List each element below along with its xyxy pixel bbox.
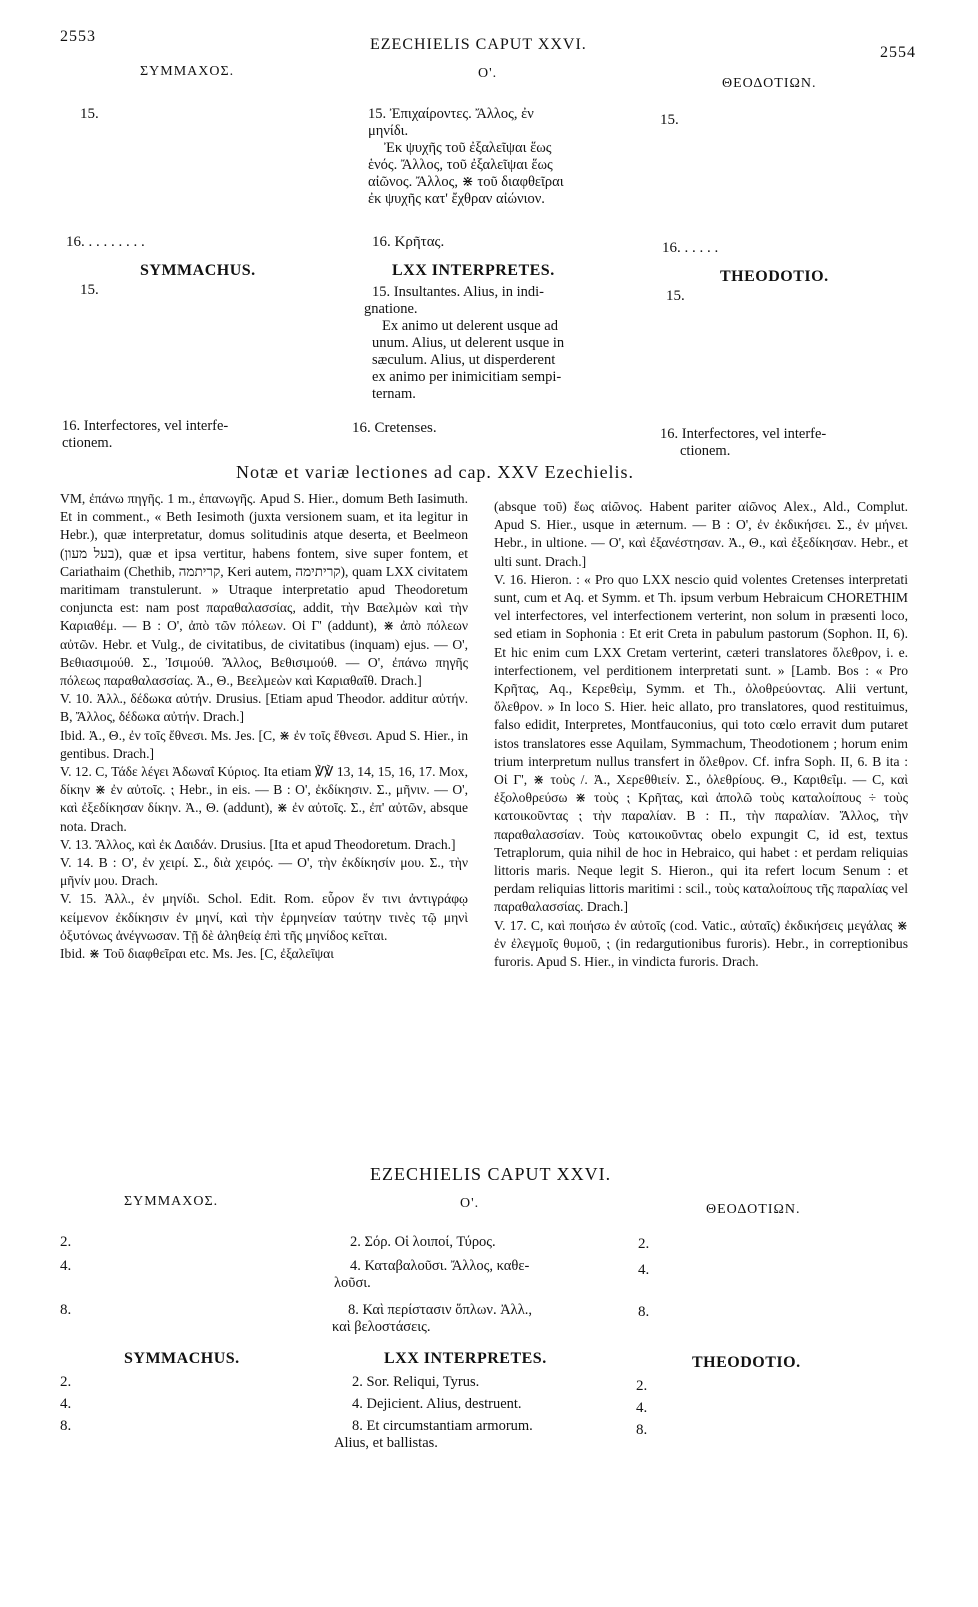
- greek-head-lxx: Ο'.: [478, 66, 498, 81]
- text-line: μηνίδι.: [368, 123, 409, 139]
- text-line: 16. Interfectores, vel interfe-: [62, 418, 229, 434]
- text-line: gnatione.: [364, 301, 418, 317]
- verse-number: 8.: [636, 1422, 648, 1438]
- verse-number: 8.: [60, 1418, 72, 1434]
- latin-head-theodotio: THEODOTIO.: [692, 1354, 801, 1371]
- notes-left-column: [60, 490, 468, 963]
- note-paragraph: V. 16. Hieron. : « Pro quo LXX nescio quid volentes Cretenses interpretati sunt, cum et Aq. et Symm. et Th. ipsum verbum Hebraicum CHORETHIM vel interfectores, vel interfectionem verterint, non solum in præsenti loco, sed etiam in Sophonia : Et erit Creta in pabulum pastorum (Sophon. II, 6). Et hic enim cum LXX Cretam verterint, cæteri translatores ὄλεθρον, i. e. interfectionem, vel perditionem interpretati sunt. » [Lamb. Bos : « Pro Κρῆτας, Aq., Κερεθεὶμ, Symm. et Th., ὀλοθρεύοντας. Alii vertunt, ὄλεθρον. » In loco S. Hier. heic allato, pro translatores, quod restituimus, falso edidit, Interpretes, Montfauconius, qui toto cœlo erravit dum putaret istos translatores esse Aquilam, Symmachum, Theodotionem ; horum enim trium interpretum nullus transfert in ὄλεθρον. Cf. infra Soph. II, 6. B ita : Οἱ Γ', ⋇ τοὺς /. Ἀ., Χερεθθιείν. Σ., ὀλεθρίους. Θ., Καριθεΐμ. — C, καὶ ἐξολοθρεύσω ⋇ τοὺς ⁏ Κρῆτας, καὶ ἀπολῶ τοὺς καταλοίπους ÷ τοὺς κατοικοῦντας ⁏ τὴν παραλίαν. B : Π., τὴν παραλίαν. Ἄλλος, τὴν παραθαλασσίαν. Τοὺς κατοικοῦντας obelo expungit C, id est, textus Tetraplorum, quia nihil de hoc in Hebraico, qui habet : et perdam reliquias littoris maris. Neque legit S. Hieron., qui ita refert locum Senum : et perdam reliquias littoris maritimi : scil., τοὺς καταλοίπους τῆς παραλίας vel παραθαλασσίας. Drach.]: [494, 571, 908, 915]
- note-paragraph: V. 12. C, Τάδε λέγει Ἀδωναΐ Κύριος. Ita etiam ℣℣ 13, 14, 15, 16, 17. Mox, δίκην ⋇ ἐν αὐτοῖς. ⁏ Hebr., in eis. — B : O', ἐκδίκησιν. Σ., μῆνιν. — O', καὶ ἐξεδίκησαν δίκην. Ἀ., Θ. (addunt), ⋇ ἐν αὐτοῖς. Σ., ἐπ' αὐτῶν, absque nota. Drach.: [60, 764, 468, 834]
- text-line: ctionem.: [680, 443, 731, 459]
- text-line: 15. Insultantes. Alius, in indi-: [372, 284, 544, 300]
- symmachus-latin-verse-16: [62, 418, 322, 452]
- page-number-right: 2554: [880, 44, 916, 61]
- verse-number: 4.: [638, 1262, 650, 1278]
- text-line: Ἐκ ψυχῆς τοῦ ἐξαλεῖψαι ἕως: [384, 140, 552, 156]
- chapter-title: EZECHIELIS CAPUT XXVI.: [370, 1164, 612, 1184]
- theodotio-latin-verse-16: [660, 426, 920, 460]
- lxx-latin-verse-4: [352, 1396, 622, 1413]
- text-line: λοῦσι.: [334, 1275, 371, 1291]
- verse-number: 8.: [60, 1302, 72, 1318]
- text-line: καὶ βελοστάσεις.: [332, 1319, 431, 1335]
- latin-head-lxx: LXX INTERPRETES.: [384, 1350, 547, 1367]
- verse-number: 4.: [60, 1396, 72, 1412]
- text-line: 8. Et circumstantiam armorum.: [352, 1418, 533, 1434]
- latin-head-theodotio: THEODOTIO.: [720, 268, 829, 285]
- note-paragraph: (absque τοῦ) ἕως αἰῶνος. Habent pariter αἰῶνος Alex., Ald., Complut. Apud S. Hier., usque in æternum. — B : O', ἐν ἐκδικήσει. Σ., ἐν μήνει. Hebr., in ultione. — O', καὶ ἐξανέστησαν. Ἀ., Θ., καὶ ἐξεδίκησαν. Hebr., et ulti sunt. Drach.]: [494, 499, 908, 569]
- text-line: 2. Σόρ. Οἱ λοιποί, Τύρος.: [350, 1234, 496, 1250]
- text-line: 2. Sor. Reliqui, Tyrus.: [352, 1374, 480, 1390]
- lxx-latin-verse-2: [352, 1374, 622, 1391]
- verse-number: 15.: [666, 288, 685, 304]
- text-line: 8. Καὶ περίστασιν ὅπλων. Ἀλλ.,: [348, 1302, 532, 1318]
- verse-number: 16. . . . . . . . .: [66, 234, 145, 250]
- text-line: sæculum. Alius, ut disperderent: [372, 352, 556, 368]
- page-number-left: 2553: [60, 28, 96, 45]
- note-paragraph: V. 10. Ἀλλ., δέδωκα αὐτήν. Drusius. [Etiam apud Theodor. additur αὐτήν. B, Ἄλλος, δέδωκα αὐτήν. Drach.]: [60, 691, 468, 725]
- verse-number: 2.: [60, 1234, 72, 1250]
- greek-head-symmachus: ΣΥΜΜΑΧΟΣ.: [140, 64, 235, 79]
- text-line: Alius, et ballistas.: [334, 1435, 438, 1451]
- text-line: ternam.: [372, 386, 416, 402]
- verse-number: 15.: [80, 282, 99, 298]
- verse-number: 4.: [636, 1400, 648, 1416]
- note-paragraph: V. 13. Ἄλλος, καὶ ἐκ Δαιδάν. Drusius. [Ita et apud Theodoretum. Drach.]: [60, 836, 456, 852]
- notes-title: Notæ et variæ lectiones ad cap. XXV Ezechielis.: [236, 462, 635, 482]
- text-line: ἐκ ψυχῆς κατ' ἔχθραν αἰώνιον.: [368, 191, 545, 207]
- text-line: αἰῶνος. Ἄλλος, ⋇ τοῦ διαφθεῖραι: [368, 174, 564, 190]
- verse-number: 16. . . . . .: [662, 240, 719, 256]
- text-line: ctionem.: [62, 435, 113, 451]
- greek-head-symmachus: ΣΥΜΜΑΧΟΣ.: [124, 1194, 219, 1209]
- latin-head-symmachus: SYMMACHUS.: [140, 262, 256, 279]
- lxx-latin-verse-16: 16. Cretenses.: [352, 420, 437, 436]
- text-line: 4. Dejicient. Alius, destruent.: [352, 1396, 522, 1412]
- note-paragraph: V. 15. Ἀλλ., ἐν μηνίδι. Schol. Edit. Rom. εὗρον ἔν τινι ἀντιγράφῳ κείμενον ἐκδίκησιν ἐν μηνί, καὶ τὴν ἑρμηνείαν ταύτην τινὲς τῷ μηνὶ ὀξυτόνως ἀνέγνωσαν. Τῇ δὲ ἀληθείᾳ ἐπὶ τῆς μηνίδος κεῖται.: [60, 891, 468, 943]
- verse-number: 15.: [660, 112, 679, 128]
- text-line: 4. Καταβαλοῦσι. Ἄλλος, καθε-: [350, 1258, 530, 1274]
- lxx-greek-verse-15: [368, 106, 638, 208]
- note-paragraph: Ibid. Ἀ., Θ., ἐν τοῖς ἔθνεσι. Ms. Jes. [C, ⋇ ἐν τοῖς ἔθνεσι. Apud S. Hier., in gentibus. Drach.]: [60, 727, 468, 761]
- verse-number: 8.: [638, 1304, 650, 1320]
- running-title: EZECHIELIS CAPUT XXVI.: [370, 36, 587, 53]
- note-paragraph: Ibid. ⋇ Τοῦ διαφθεῖραι etc. Ms. Jes. [C, ἐξαλεῖψαι: [60, 946, 334, 962]
- lxx-latin-verse-8: [334, 1418, 622, 1452]
- lxx-latin-verse-15: [364, 284, 642, 403]
- text-line: 15. Ἐπιχαίροντες. Ἄλλος, ἐν: [368, 106, 534, 122]
- greek-head-theodotion: ΘΕΟΔΟΤΙΩΝ.: [722, 76, 817, 91]
- text-line: unum. Alius, ut delerent usque in: [372, 335, 565, 351]
- text-line: ex animo per inimicitiam sempi-: [372, 369, 562, 385]
- verse-number: 4.: [60, 1258, 72, 1274]
- notes-right-column: [494, 498, 908, 971]
- note-paragraph: V. 14. B : O', ἐν χειρί. Σ., διὰ χειρός. — O', τὴν ἐκδίκησίν μου. Σ., τὴν μῆνίν μου. Drach.: [60, 855, 468, 889]
- lxx-greek-verse-2: [350, 1234, 610, 1251]
- greek-head-lxx: Ο'.: [460, 1196, 480, 1211]
- verse-number: 2.: [60, 1374, 72, 1390]
- verse-number: 15.: [80, 106, 99, 122]
- greek-head-theodotion: ΘΕΟΔΟΤΙΩΝ.: [706, 1202, 801, 1217]
- verse-number: 2.: [636, 1378, 648, 1394]
- verse-number: 2.: [638, 1236, 650, 1252]
- text-line: 16. Interfectores, vel interfe-: [660, 426, 827, 442]
- latin-head-symmachus: SYMMACHUS.: [124, 1350, 240, 1367]
- lxx-greek-verse-16: 16. Κρῆτας.: [372, 234, 445, 250]
- note-paragraph: V. 17. C, καὶ ποιήσω ἐν αὐτοῖς (cod. Vatic., αὐταῖς) ἐκδικήσεις μεγάλας ⋇ ἐν ἐλεγμοῖς θυμοῦ, ⁏ (in redargutionibus furoris). Hebr., in correptionibus furoris. Apud S. Hier., in vindicta furoris. Drach.: [494, 917, 908, 970]
- note-paragraph: VM, ἐπάνω πηγῆς. 1 m., ἐπανωγῆς. Apud S. Hier., domum Beth Iasimuth. Et in comment., « Beth Iesimoth (juxta versionem suam, et ita legitur in Hebr.), quæ interpretatur, domus solitudinis atque deserta, et Beelmeon (בעל מעון), quæ et ipsa vertitur, habens fontem, sive super fontem, et Cariathaim (Chethib, קריתמה, Keri autem, קריתימה), quam LXX civitatem maritimam transtulerunt. » Utraque interpretatio apud Theodoretum conjuncta est: nam post παραθαλασσίας, addit, τὴν Βαελμὼν καὶ τὴν Καριαθέμ. — B : O', ἀπὸ τῶν πόλεων. Οἱ Γ' (addunt), ⋇ ἀπὸ πόλεων αὐτῶν. Hebr. et Vulg., de civitatibus, de civitatibus (inquam) ejus. — O', Βεθιασιμούθ. Σ., Ἰσιμούθ. Ἄλλος, Βεθισιμούθ. — O', ἐπάνω πηγῆς πόλεως παραθαλασσίας. Ἀ., Θ., Βεελμεὼν καὶ Καριαθαΐθ. Drach.]: [60, 491, 468, 689]
- text-line: Ex animo ut delerent usque ad: [382, 318, 558, 334]
- text-line: ἑνός. Ἄλλος, τοῦ ἐξαλεῖψαι ἕως: [368, 157, 553, 173]
- lxx-greek-verse-8: [332, 1302, 608, 1336]
- lxx-greek-verse-4: [334, 1258, 610, 1292]
- latin-head-lxx: LXX INTERPRETES.: [392, 262, 555, 279]
